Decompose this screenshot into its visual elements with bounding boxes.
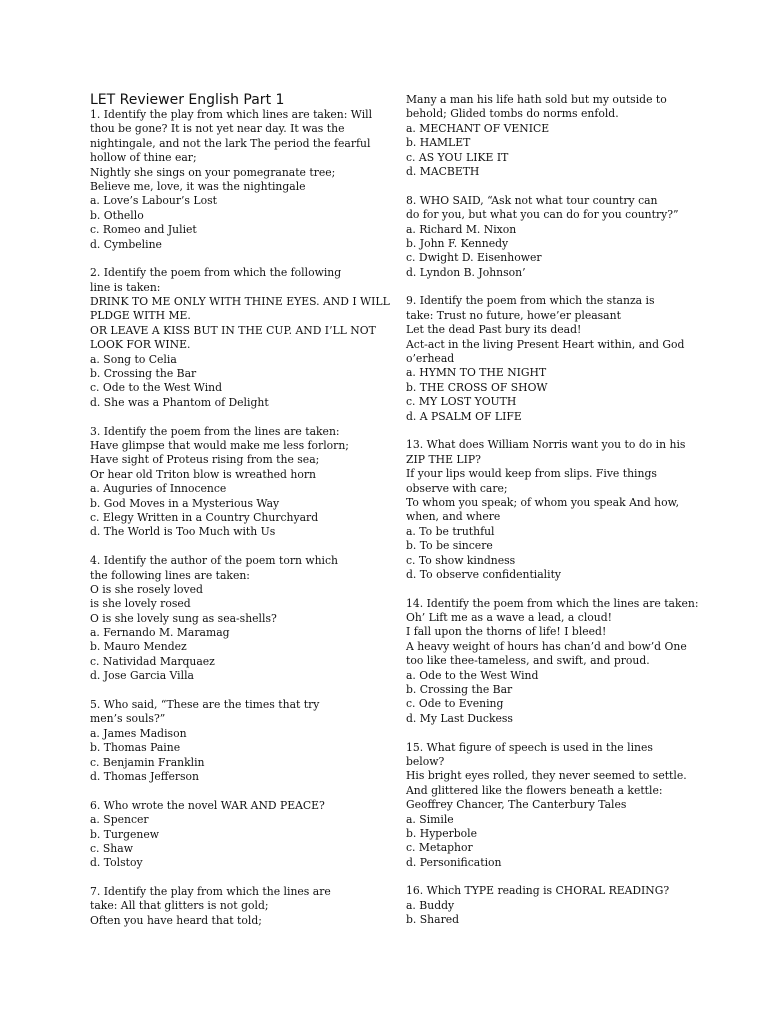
question-block xyxy=(406,596,699,727)
answer-option: a. Auguries of Innocence xyxy=(90,482,227,496)
answer-option: a. Ode to the West Wind xyxy=(406,668,539,682)
question-text-line: 16. Which TYPE reading is CHORAL READING? xyxy=(406,884,670,898)
question-text-line: take: All that glitters is not gold; xyxy=(90,899,269,913)
document-title: LET Reviewer English Part 1 xyxy=(90,92,285,108)
answer-option: a. To be truthful xyxy=(406,524,495,538)
question-text-line: His bright eyes rolled, they never seemed to settle. xyxy=(406,769,687,783)
question-text-line: do for you, but what you can do for you country?” xyxy=(406,208,679,222)
answer-option: c. Metaphor xyxy=(406,841,473,855)
answer-option: a. HYMN TO THE NIGHT xyxy=(406,366,547,380)
answer-option: a. Song to Celia xyxy=(90,352,177,366)
answer-option: c. Ode to Evening xyxy=(406,697,504,711)
answer-option: b. God Moves in a Mysterious Way xyxy=(90,496,280,510)
question-text-line: 3. Identify the poem from the lines are taken: xyxy=(90,424,340,438)
question-text-line: To whom you speak; of whom you speak And how, xyxy=(406,495,680,509)
answer-option: a. Buddy xyxy=(406,898,455,912)
question-text-line: I fall upon the thorns of life! I bleed! xyxy=(406,625,607,639)
answer-option: c. MY LOST YOUTH xyxy=(406,395,517,409)
question-text-line: is she lovely rosed xyxy=(90,597,191,611)
answer-option: a. James Madison xyxy=(90,726,187,740)
answer-option: b. Hyperbole xyxy=(406,826,478,840)
question-text-line: o’erhead xyxy=(406,352,455,366)
answer-option: c. Ode to the West Wind xyxy=(90,381,223,395)
question-text-line: Have sight of Proteus rising from the sea; xyxy=(90,453,320,467)
question-text-line: If your lips would keep from slips. Five things xyxy=(406,467,657,481)
question-text-line: And glittered like the flowers beneath a kettle: xyxy=(406,783,663,797)
answer-option: a. Love’s Labour’s Lost xyxy=(90,194,217,208)
answer-option: d. Personification xyxy=(406,855,502,869)
question-block xyxy=(406,741,696,871)
question-text-line: 13. What does William Norris want you to do in his xyxy=(406,438,686,452)
question-text-line: 8. WHO SAID, “Ask not what tour country can xyxy=(406,193,658,207)
question-block xyxy=(90,698,380,784)
question-text-line: LOOK FOR WINE. xyxy=(90,338,191,352)
answer-option: b. Crossing the Bar xyxy=(406,683,513,697)
question-text-line: 14. Identify the poem from which the lines are taken: xyxy=(406,596,699,610)
question-text-line: when, and where xyxy=(406,510,501,524)
question-text-line: behold; Glided tombs do norms enfold. xyxy=(406,107,619,121)
answer-option: d. My Last Duckess xyxy=(406,711,513,725)
answer-option: c. AS YOU LIKE IT xyxy=(406,150,509,164)
answer-option: b. John F. Kennedy xyxy=(406,236,509,250)
answer-option: c. Elegy Written in a Country Churchyard xyxy=(90,510,319,524)
answer-option: c. Benjamin Franklin xyxy=(90,755,205,769)
question-text-line: A heavy weight of hours has chan’d and bow’d One xyxy=(406,639,687,653)
question-text-line: line is taken: xyxy=(90,280,161,294)
question-block xyxy=(90,885,380,928)
answer-option: a. Richard M. Nixon xyxy=(406,222,517,236)
question-block xyxy=(406,194,696,280)
answer-option: d. To observe confidentiality xyxy=(406,567,562,581)
answer-option: d. Thomas Jefferson xyxy=(90,769,200,783)
question-text-line: ZIP THE LIP? xyxy=(406,452,481,466)
question-text-line: 15. What figure of speech is used in the lines xyxy=(406,740,653,754)
question-text-line: 1. Identify the play from which lines are taken: Will xyxy=(90,108,373,121)
question-block xyxy=(406,93,696,179)
answer-option: a. MECHANT OF VENICE xyxy=(406,121,550,135)
answer-option: b. Thomas Paine xyxy=(90,741,181,755)
question-text-line: 4. Identify the author of the poem torn which xyxy=(90,554,339,568)
answer-option: c. Romeo and Juliet xyxy=(90,223,197,237)
question-text-line: take: Trust no future, howe’er pleasant xyxy=(406,308,621,322)
question-block xyxy=(90,425,380,540)
question-block xyxy=(90,799,380,871)
question-text-line: thou be gone? It is not yet near day. It was the xyxy=(90,122,345,136)
answer-option: b. HAMLET xyxy=(406,136,471,150)
answer-option: d. Lyndon B. Johnson’ xyxy=(406,265,526,279)
question-text-line: Nightly she sings on your pomegranate tree; xyxy=(90,165,336,179)
right-column xyxy=(406,93,699,942)
question-block xyxy=(406,884,696,927)
question-text-line: Many a man his life hath sold but my outside to xyxy=(406,93,667,106)
question-block xyxy=(90,554,380,684)
question-text-line: below? xyxy=(406,754,445,768)
question-text-line: O is she lovely sung as sea-shells? xyxy=(90,611,277,625)
answer-option: d. She was a Phantom of Delight xyxy=(90,395,269,409)
question-text-line: too like thee-tameless, and swift, and proud. xyxy=(406,654,650,668)
question-text-line: OR LEAVE A KISS BUT IN THE CUP. AND I’LL NOT xyxy=(90,323,376,337)
answer-option: d. Jose Garcia Villa xyxy=(90,669,194,683)
answer-option: b. THE CROSS OF SHOW xyxy=(406,380,548,394)
left-column xyxy=(90,108,390,943)
question-text-line: nightingale, and not the lark The period the fearful xyxy=(90,136,371,150)
answer-option: b. Shared xyxy=(406,913,460,927)
answer-option: d. The World is Too Much with Us xyxy=(90,525,276,539)
question-text-line: Often you have heard that told; xyxy=(90,913,262,927)
question-text-line: 5. Who said, “These are the times that try xyxy=(90,698,320,712)
question-text-line: Let the dead Past bury its dead! xyxy=(406,323,582,337)
question-text-line: Have glimpse that would make me less forlorn; xyxy=(90,438,349,452)
answer-option: d. Cymbeline xyxy=(90,237,162,251)
question-block xyxy=(406,438,696,582)
question-text-line: O is she rosely loved xyxy=(90,582,203,596)
question-text-line: Act-act in the living Present Heart within, and God xyxy=(406,337,685,351)
answer-option: c. Shaw xyxy=(90,841,133,855)
answer-option: c. Natividad Marquaez xyxy=(90,654,215,668)
answer-option: b. Crossing the Bar xyxy=(90,367,197,381)
answer-option: c. To show kindness xyxy=(406,553,516,567)
question-text-line: 6. Who wrote the novel WAR AND PEACE? xyxy=(90,798,325,812)
answer-option: b. Mauro Mendez xyxy=(90,640,187,654)
question-text-line: men’s souls?” xyxy=(90,712,166,726)
answer-option: b. To be sincere xyxy=(406,539,493,553)
question-text-line: hollow of thine ear; xyxy=(90,151,197,165)
answer-option: a. Spencer xyxy=(90,813,149,827)
answer-option: a. Simile xyxy=(406,812,454,826)
question-block xyxy=(406,294,696,424)
question-text-line: 9. Identify the poem from which the stanza is xyxy=(406,294,655,308)
question-text-line: 2. Identify the poem from which the following xyxy=(90,266,342,280)
answer-option: d. A PSALM OF LIFE xyxy=(406,409,522,423)
question-block xyxy=(90,108,380,252)
question-text-line: PLDGE WITH ME. xyxy=(90,309,191,323)
question-text-line: Oh’ Lift me as a wave a lead, a cloud! xyxy=(406,611,612,625)
answer-option: c. Dwight D. Eisenhower xyxy=(406,251,542,265)
question-text-line: Believe me, love, it was the nightingale xyxy=(90,179,306,193)
question-text-line: the following lines are taken: xyxy=(90,568,250,582)
question-text-line: observe with care; xyxy=(406,481,508,495)
question-text-line: DRINK TO ME ONLY WITH THINE EYES. AND I WILL xyxy=(90,295,390,309)
answer-option: b. Othello xyxy=(90,208,144,222)
answer-option: d. MACBETH xyxy=(406,164,480,178)
answer-option: d. Tolstoy xyxy=(90,856,143,870)
question-text-line: 7. Identify the play from which the lines are xyxy=(90,885,331,899)
answer-option: a. Fernando M. Maramag xyxy=(90,626,230,640)
question-text-line: Or hear old Triton blow is wreathed horn xyxy=(90,467,316,481)
question-text-line: Geoffrey Chancer, The Canterbury Tales xyxy=(406,798,627,812)
question-block xyxy=(90,266,390,410)
answer-option: b. Turgenew xyxy=(90,827,159,841)
